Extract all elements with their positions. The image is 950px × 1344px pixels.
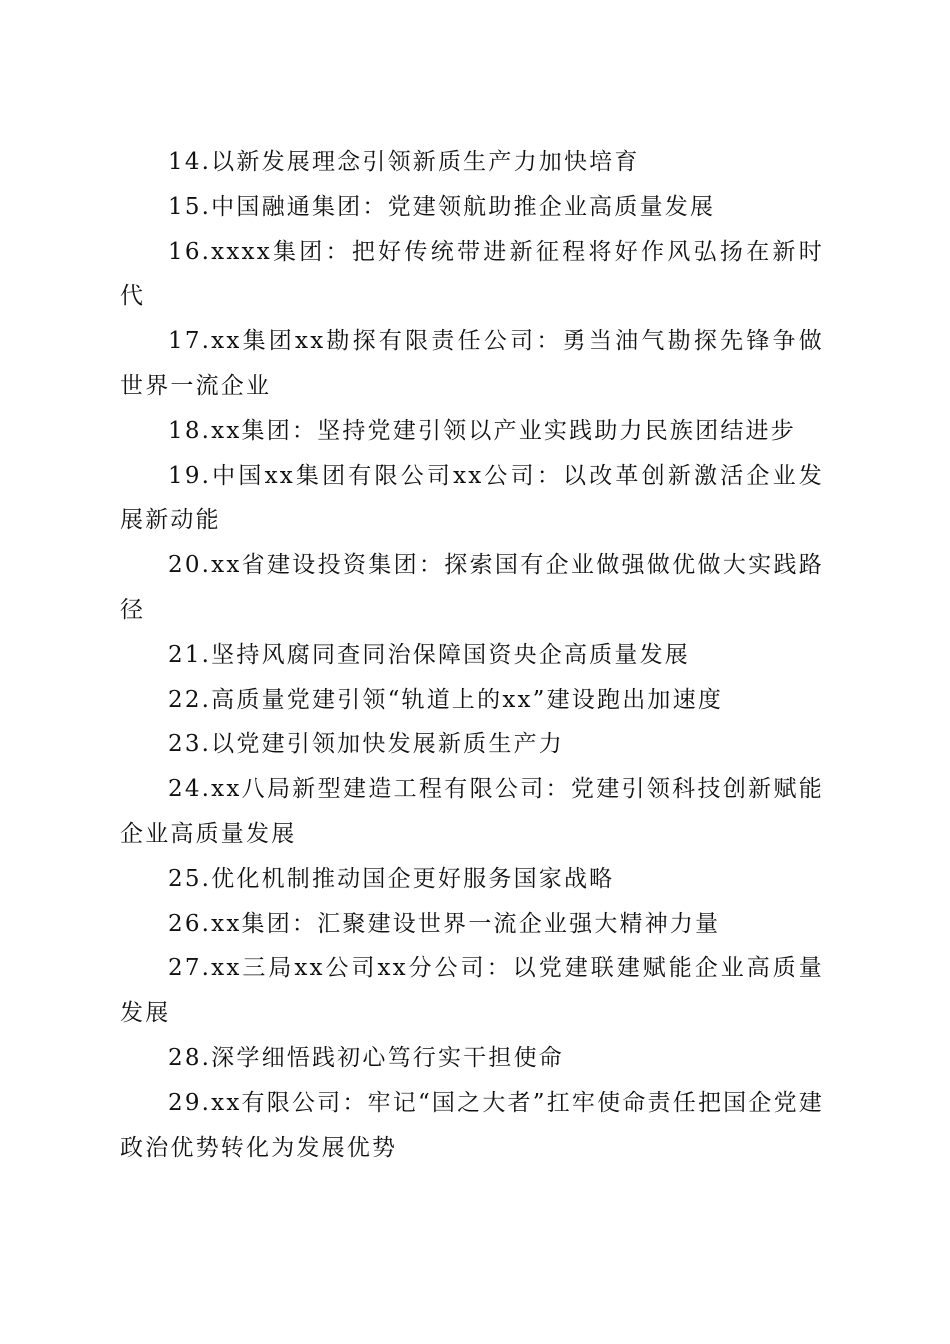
list-item: 28.深学细悟践初心笃行实干担使命 <box>168 1044 564 1071</box>
list-item: 16.xxxx集团：把好传统带进新征程将好作风弘扬在新时代 <box>120 238 824 310</box>
list-item: 29.xx有限公司：牢记“国之大者”扛牢使命责任把国企党建政治优势转化为发展优势 <box>120 1089 824 1161</box>
list-item: 18.xx集团：坚持党建引领以产业实践助力民族团结进步 <box>168 417 796 444</box>
list-item: 24.xx八局新型建造工程有限公司：党建引领科技创新赋能企业高质量发展 <box>120 776 824 847</box>
list-item: 27.xx三局xx公司xx分公司：以党建联建赋能企业高质量发展 <box>120 955 824 1027</box>
list-item: 26.xx集团：汇聚建设世界一流企业强大精神力量 <box>168 910 721 937</box>
list-item: 25.优化机制推动国企更好服务国家战略 <box>168 865 615 892</box>
list-item: 20.xx省建设投资集团：探索国有企业做强做优做大实践路径 <box>120 552 824 623</box>
list-item: 17.xx集团xx勘探有限责任公司：勇当油气勘探先锋争做世界一流企业 <box>120 328 824 399</box>
list-item: 21.坚持风腐同查同治保障国资央企高质量发展 <box>168 641 690 668</box>
list-item: 14.以新发展理念引领新质生产力加快培育 <box>168 149 640 175</box>
document-body <box>120 140 824 1170</box>
list-item: 22.高质量党建引领“轨道上的xx”建设跑出加速度 <box>168 686 724 713</box>
list-item: 15.中国融通集团：党建领航助推企业高质量发展 <box>168 193 716 220</box>
list-item: 23.以党建引领加快发展新质生产力 <box>168 731 564 758</box>
list-item: 19.中国xx集团有限公司xx公司：以改革创新激活企业发展新动能 <box>120 462 824 534</box>
